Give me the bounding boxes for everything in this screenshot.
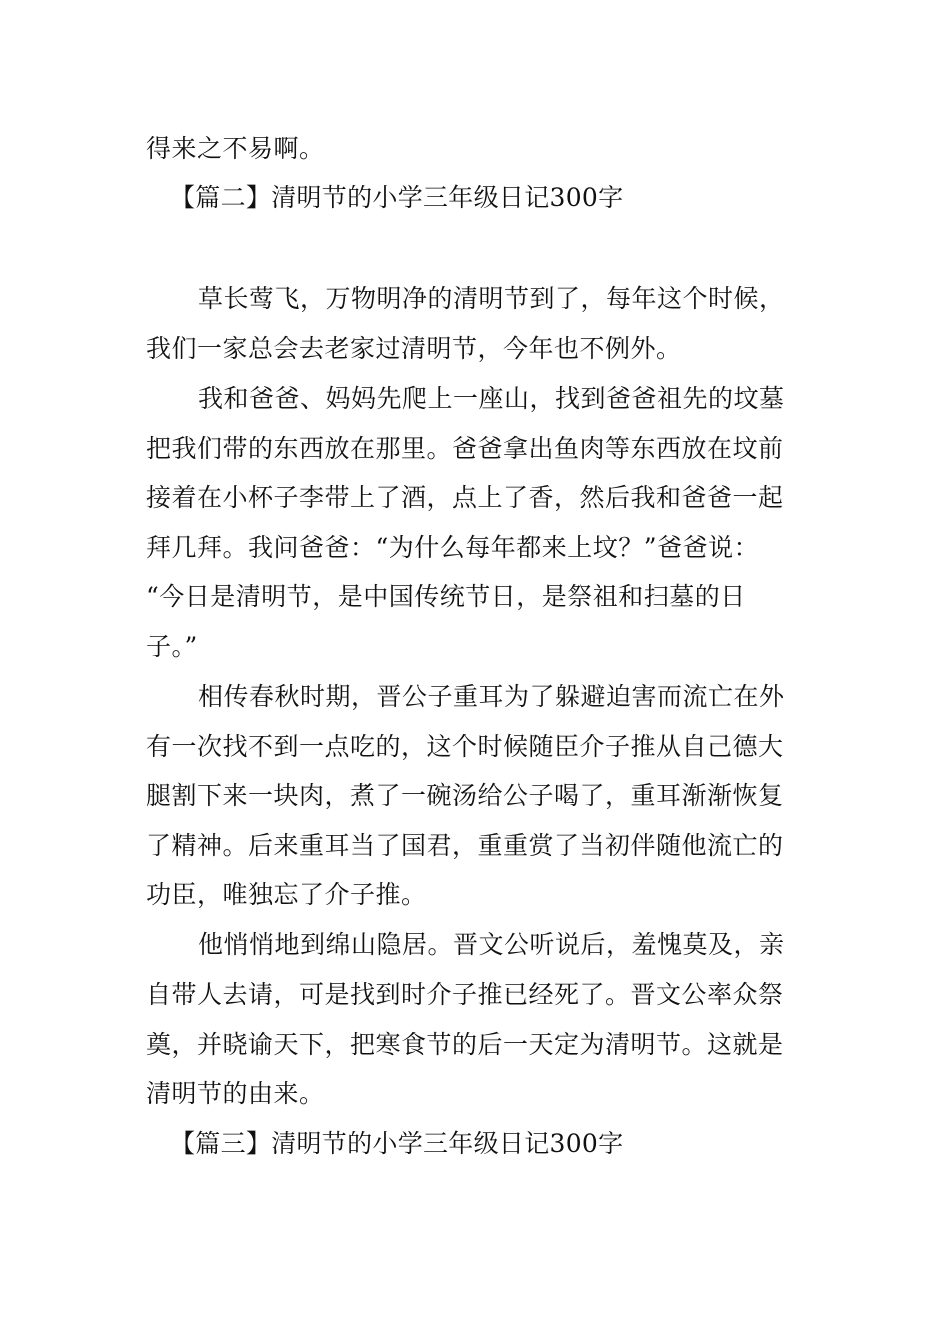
- paragraph-line: 清明节的由来。: [146, 1079, 325, 1108]
- paragraph-line: 自带人去请，可是找到时介子推已经死了。晋文公率众祭: [146, 980, 784, 1009]
- paragraph-line: 得来之不易啊。: [146, 134, 325, 163]
- paragraph-line: 我们一家总会去老家过清明节，今年也不例外。: [146, 334, 682, 363]
- paragraph-line: 功臣，唯独忘了介子推。: [146, 880, 427, 909]
- paragraph-line: 草长莺飞，万物明净的清明节到了，每年这个时候，: [198, 284, 785, 313]
- paragraph-line: 把我们带的东西放在那里。爸爸拿出鱼肉等东西放在坟前: [146, 434, 784, 463]
- paragraph-line: 相传春秋时期，晋公子重耳为了躲避迫害而流亡在外: [198, 682, 785, 711]
- paragraph-line: 拜几拜。我问爸爸：“为什么每年都来上坟？”爸爸说：: [146, 533, 760, 562]
- paragraph-line: 有一次找不到一点吃的，这个时候随臣介子推从自己德大: [146, 732, 784, 761]
- paragraph-line: 了精神。后来重耳当了国君，重重赏了当初伴随他流亡的: [146, 831, 784, 860]
- paragraph-line: 腿割下来一块肉，煮了一碗汤给公子喝了，重耳渐渐恢复: [146, 781, 784, 810]
- paragraph-line: 奠，并晓谕天下，把寒食节的后一天定为清明节。这就是: [146, 1030, 784, 1059]
- paragraph-line: 子。”: [146, 632, 198, 661]
- section-heading: 【篇二】清明节的小学三年级日记300字: [170, 183, 624, 212]
- section-heading: 【篇三】清明节的小学三年级日记300字: [170, 1129, 624, 1158]
- paragraph-line: “今日是清明节，是中国传统节日，是祭祖和扫墓的日: [146, 582, 746, 611]
- paragraph-line: 他悄悄地到绵山隐居。晋文公听说后，羞愧莫及，亲: [198, 930, 785, 959]
- paragraph-line: 接着在小杯子李带上了酒，点上了香，然后我和爸爸一起: [146, 483, 784, 512]
- paragraph-line: 我和爸爸、妈妈先爬上一座山，找到爸爸祖先的坟墓: [198, 384, 785, 413]
